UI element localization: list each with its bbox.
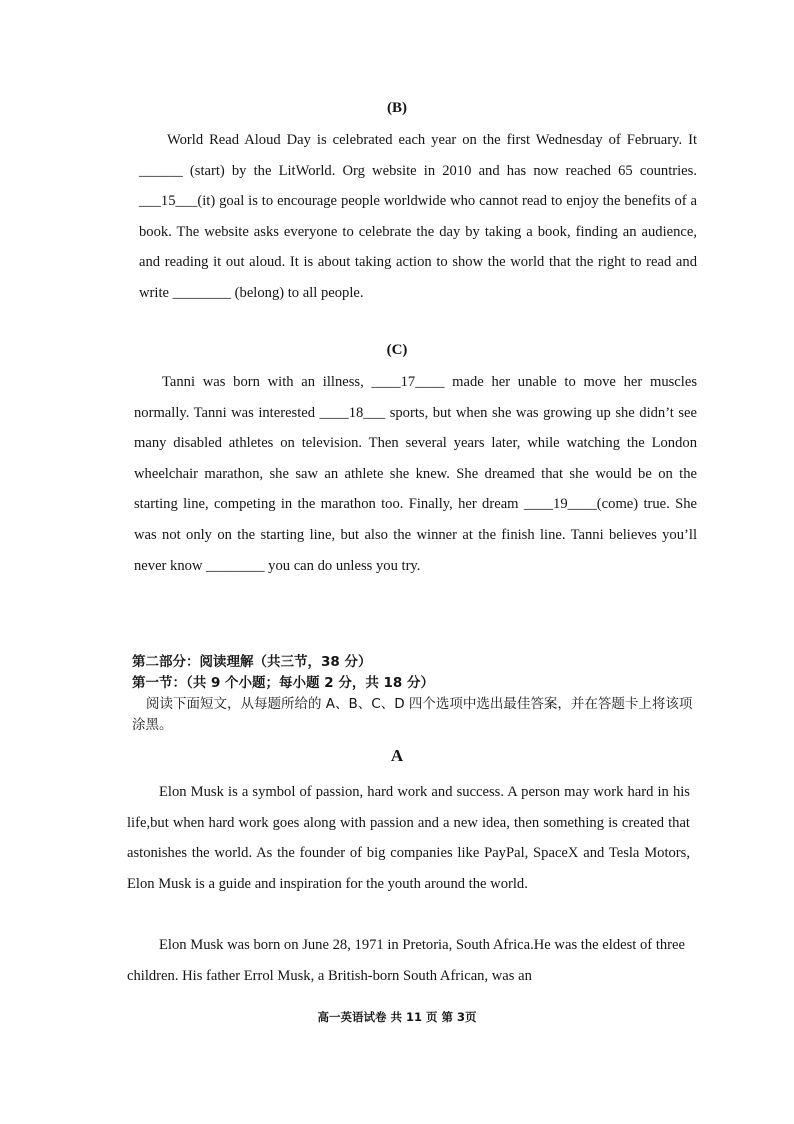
part-two-header <box>132 652 702 736</box>
section-c-paragraph <box>134 367 697 581</box>
section-b-text: World Read Aloud Day is celebrated each year on the first Wednesday of February. It ______ (start) by the LitWorld. Org website in 2010 and has now reached 65 countries. ___15___(it) goal is to encourage people worldwide who cannot read to enjoy the benefits of a book. The website asks everyone to celebrate the day by taking a book, finding an audience, and reading it out aloud. It is about taking action to show the world that the right to read and write ________ (belong) to all people. <box>139 132 697 301</box>
page-footer: 高一英语试卷 共 11 页 第 3页 <box>317 1010 477 1024</box>
section-b-paragraph <box>139 125 697 309</box>
passage-a-heading: A <box>390 746 404 765</box>
section-c-text: Tanni was born with an illness, ____17____ made her unable to move her muscles normally. Tanni was interested ____18___ sports, but when she was growing up she didn’t see many disabled athletes on television. Then several years later, while watching the London wheelchair marathon, she saw an athlete she knew. She dreamed that she would be on the starting line, competing in the marathon too. Finally, her dream ____19____(come) true. She was not only on the starting line, but also the winner at the finish line. Tanni believes you’ll never know ________ you can do unless you try. <box>134 374 697 574</box>
reading-instruction: 阅读下面短文，从每题所给的 A、B、C、D 四个选项中选出最佳答案，并在答题卡上将该项涂黑。 <box>132 696 693 733</box>
section-one-title: 第一节：（共 9 个小题；每小题 2 分，共 18 分） <box>132 675 435 691</box>
passage-a-paragraph-2: Elon Musk was born on June 28, 1971 in Pretoria, South Africa.He was the eldest of three children. His father Errol Musk, a British-born South African, was an <box>127 937 685 984</box>
passage-a-paragraph-1: Elon Musk is a symbol of passion, hard work and success. A person may work hard in his life,but when hard work goes along with passion and a new idea, then something is created that astonishes the world. As the founder of big companies like PayPal, SpaceX and Tesla Motors, Elon Musk is a guide and inspiration for the youth around the world. <box>127 784 690 892</box>
section-c-heading: (C) <box>386 342 408 358</box>
section-b-heading: (B) <box>387 100 407 116</box>
part-two-title: 第二部分：阅读理解（共三节，38 分） <box>132 654 372 670</box>
